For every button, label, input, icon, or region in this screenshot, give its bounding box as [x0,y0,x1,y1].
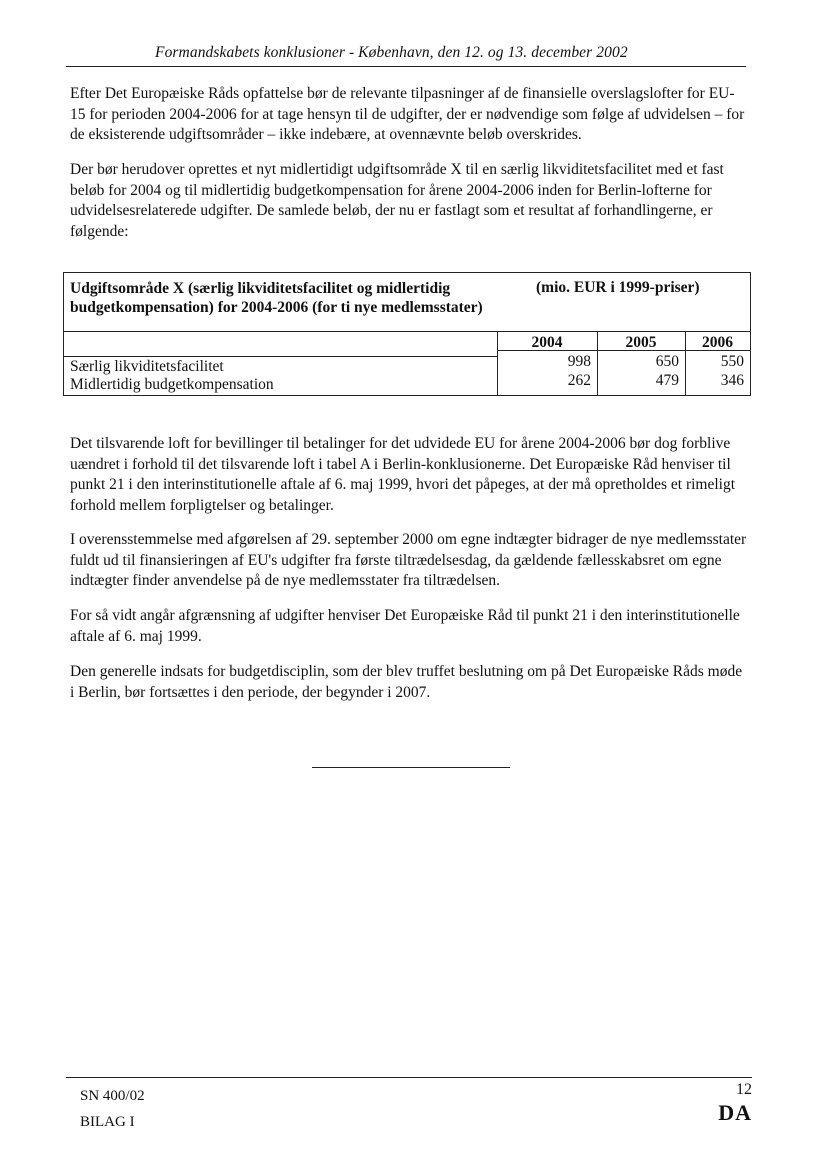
cell-compensation-2006: 346 [720,372,744,389]
language-code: DA [718,1100,752,1125]
table-title: Udgiftsområde X (særlig likviditetsfacilitet og midlertidig budgetkompensation) for 2004-2006 (for ti nye medlemsstater) [70,280,483,316]
paragraph-expenditure-delimitation: For så vidt angår afgrænsning af udgifter henviser Det Europæiske Råd til punkt 21 i den interinstitutionelle aftale af 6. maj 1999. [70,607,740,645]
table-unit: (mio. EUR i 1999-priser) [536,279,700,296]
year-header-2004: 2004 [531,334,563,351]
page-number: 12 [736,1081,752,1098]
cell-liquidity-2004: 998 [567,353,591,370]
paragraph-new-heading: Der bør herudover oprettes et nyt midlertidigt udgiftsområde X til en særlig likviditetsfacilitet med et fast beløb for 2004 og til midlertidig budgetkompensation for årene 2004-2006 inden for Berlin-lofterne for udvidelsesrelaterede udgifter. De samlede beløb, der nu er fastlagt som et resultat af forhandlingerne, er følgende: [70,161,724,240]
end-of-section-rule [312,767,510,768]
paragraph-budget-discipline: Den generelle indsats for budgetdisciplin, som der blev truffet beslutning om på Det Europæiske Råds møde i Berlin, bør fortsættes i den periode, der begynder i 2007. [70,663,743,701]
paragraph-adjustments: Efter Det Europæiske Råds opfattelse bør de relevante tilpasninger af de finansielle overslagslofter for EU-15 for perioden 2004-2006 for at tage hensyn til de udgifter, der er nødvendige som følge af udvidelsen – for de eksisterende udgiftsområder – ikke indebære, at ovennævnte beløb overskrides. [70,85,745,143]
paragraph-own-resources: I overensstemmelse med afgørelsen af 29. september 2000 om egne indtægter bidrager de nye medlemsstater fuldt ud til finansieringen af EU's udgifter fra første tiltrædelsesdag, da gældende fællesskabsret om egne indtægter finder anvendelse på de nye medlemsstater fra tiltrædelsen. [70,531,747,589]
row-label-liquidity: Særlig likviditetsfacilitet [70,358,224,375]
cell-compensation-2004: 262 [567,372,591,389]
cell-liquidity-2006: 550 [720,353,744,370]
header-divider [66,66,746,67]
paragraph-payments-ceiling: Det tilsvarende loft for bevillinger til betalinger for det udvidede EU for årene 2004-2006 bør dog forblive uændret i forhold til det tilsvarende loft i tabel A i Berlin-konklusionerne. Det Europæiske Råd henviser til punkt 21 i den interinstitutionelle aftale af 6. maj 1999, hvori det påpeges, at der må opretholdes et rimeligt forhold mellem forpligtelser og betalinger. [70,435,736,514]
row-label-compensation: Midlertidig budgetkompensation [70,376,274,393]
annex-label: BILAG I [80,1114,135,1130]
cell-compensation-2005: 479 [655,372,679,389]
footer-divider [66,1077,752,1078]
document-reference: SN 400/02 [80,1088,145,1104]
cell-liquidity-2005: 650 [655,353,679,370]
year-header-2005: 2005 [625,334,657,351]
year-header-2006: 2006 [702,334,733,351]
budget-table [63,272,751,396]
table-divider-top [64,331,750,332]
page-header-title: Formandskabets konklusioner - København, den 12. og 13. december 2002 [155,44,628,61]
